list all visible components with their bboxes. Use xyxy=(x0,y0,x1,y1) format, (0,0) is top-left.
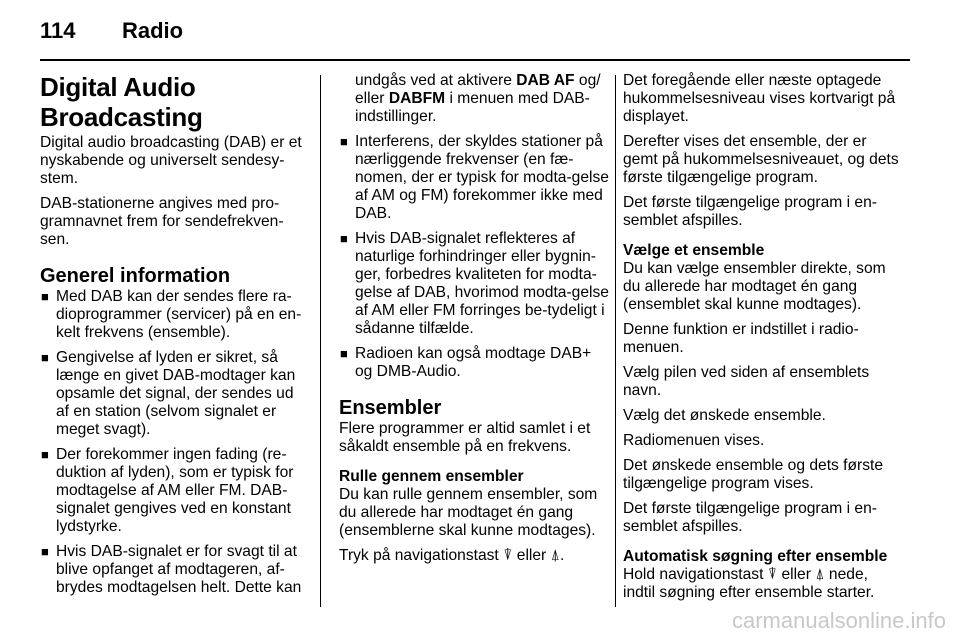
column-divider xyxy=(615,75,616,607)
bullet-icon: ■ xyxy=(340,134,348,149)
bullet-icon: ■ xyxy=(41,544,49,559)
page-title: Radio xyxy=(122,18,184,43)
column-3 xyxy=(623,72,903,609)
paragraph: Det ønskede ensemble og dets første tilgængelige program vises. xyxy=(623,457,884,492)
continued-paragraph: undgås ved at aktivere DAB AF og/ eller DABFM i menuen med DAB-indstillinger. xyxy=(355,72,601,125)
paragraph: Hold navigationstast ⍒ eller ⍋ nede, indtil søgning efter ensemble starter. xyxy=(623,566,875,601)
list-item: ■ Med DAB kan der sendes flere ra-dioprogrammer (servicer) på en en-kelt frekvens (ensemble). xyxy=(41,288,302,341)
list-item: ■ Hvis DAB-signalet reflekteres af naturlige forhindringer eller bygnin-ger, forbedres kvaliteten for modta-gelse af DAB, hvorimod modta-gelse af AM eller FM forringes be-tydeligt i sådanne tilfælde. xyxy=(340,230,609,337)
paragraph: Vælg pilen ved siden af ensemblets navn. xyxy=(623,364,870,399)
paragraph: Vælg det ønskede ensemble. xyxy=(623,407,826,424)
dab-af-option: DAB AF xyxy=(516,72,575,89)
bullet-icon: ■ xyxy=(340,231,348,246)
header-rule xyxy=(40,59,910,61)
paragraph: Du kan rulle gennem ensembler, som du allerede har modtaget én gang (ensemblerne skal kunne modtages). xyxy=(339,486,598,539)
list-item: ■ Gengivelse af lyden er sikret, så længe en givet DAB-modtager kan opsamle det signal, der sendes ud af en station (selvom signalet er meget svagt). xyxy=(41,349,296,438)
bullet-icon: ■ xyxy=(41,447,49,462)
paragraph: Du kan vælge ensembler direkte, som du allerede har modtaget én gang (ensemblet skal kunne modtages). xyxy=(623,260,886,313)
section-heading: Digital Audio Broadcasting xyxy=(40,72,203,132)
minor-heading: Automatisk søgning efter ensemble xyxy=(623,548,888,565)
column-divider xyxy=(320,75,321,607)
intro-paragraph: DAB-stationerne angives med pro-gramnavnet frem for sendefrekven-sen. xyxy=(40,195,284,248)
minor-heading: Vælge et ensemble xyxy=(623,242,765,259)
list-item: ■ Interferens, der skyldes stationer på nærliggende frekvenser (en fæ-nomen, der er typisk for modta-gelse af AM og FM) forekommer ikke med DAB. xyxy=(340,133,609,222)
bullet-list xyxy=(339,133,609,381)
page-number: 114 xyxy=(40,18,76,43)
bullet-icon: ■ xyxy=(340,346,348,361)
bullet-icon: ■ xyxy=(41,350,49,365)
paragraph: Flere programmer er altid samlet i et såkaldt ensemble på en frekvens. xyxy=(339,420,591,455)
paragraph: Denne funktion er indstillet i radio-menuen. xyxy=(623,321,859,356)
page-header xyxy=(40,18,910,58)
paragraph: Det foregående eller næste optagede hukommelsesniveau vises kortvarigt på displayet. xyxy=(623,72,896,125)
paragraph: Derefter vises det ensemble, der er gemt på hukommelsesniveauet, og dets første tilgængelige program. xyxy=(623,133,899,186)
paragraph: Tryk på navigationstast ⍒ eller ⍋. xyxy=(339,547,565,564)
column-1 xyxy=(40,72,305,604)
paragraph: Radiomenuen vises. xyxy=(623,432,765,449)
bullet-icon: ■ xyxy=(41,289,49,304)
dabfm-option: DABFM xyxy=(388,90,446,107)
paragraph: Det første tilgængelige program i en-semblet afspilles. xyxy=(623,500,877,535)
bullet-list xyxy=(40,288,305,597)
list-item: ■ Radioen kan også modtage DAB+ og DMB-Audio. xyxy=(340,345,592,380)
list-item: ■ Der forekommer ingen fading (re-duktion af lyden), som er typisk for modtagelse af AM eller FM. DAB-signalet gengives ved en konstant lydstyrke. xyxy=(41,446,294,535)
subsection-heading: Generel information xyxy=(40,265,231,287)
column-2 xyxy=(339,72,609,572)
paragraph: Det første tilgængelige program i en-semblet afspilles. xyxy=(623,194,877,229)
list-item: ■ Hvis DAB-signalet er for svagt til at blive opfanget af modtageren, af-brydes modtagelsen helt. Dette kan xyxy=(41,543,302,596)
intro-paragraph: Digital audio broadcasting (DAB) er et nyskabende og universelt sendesy-stem. xyxy=(40,134,302,187)
watermark: carmanualsonline.info xyxy=(731,608,946,633)
subsection-heading: Ensembler xyxy=(339,397,442,419)
minor-heading: Rulle gennem ensembler xyxy=(339,468,524,485)
